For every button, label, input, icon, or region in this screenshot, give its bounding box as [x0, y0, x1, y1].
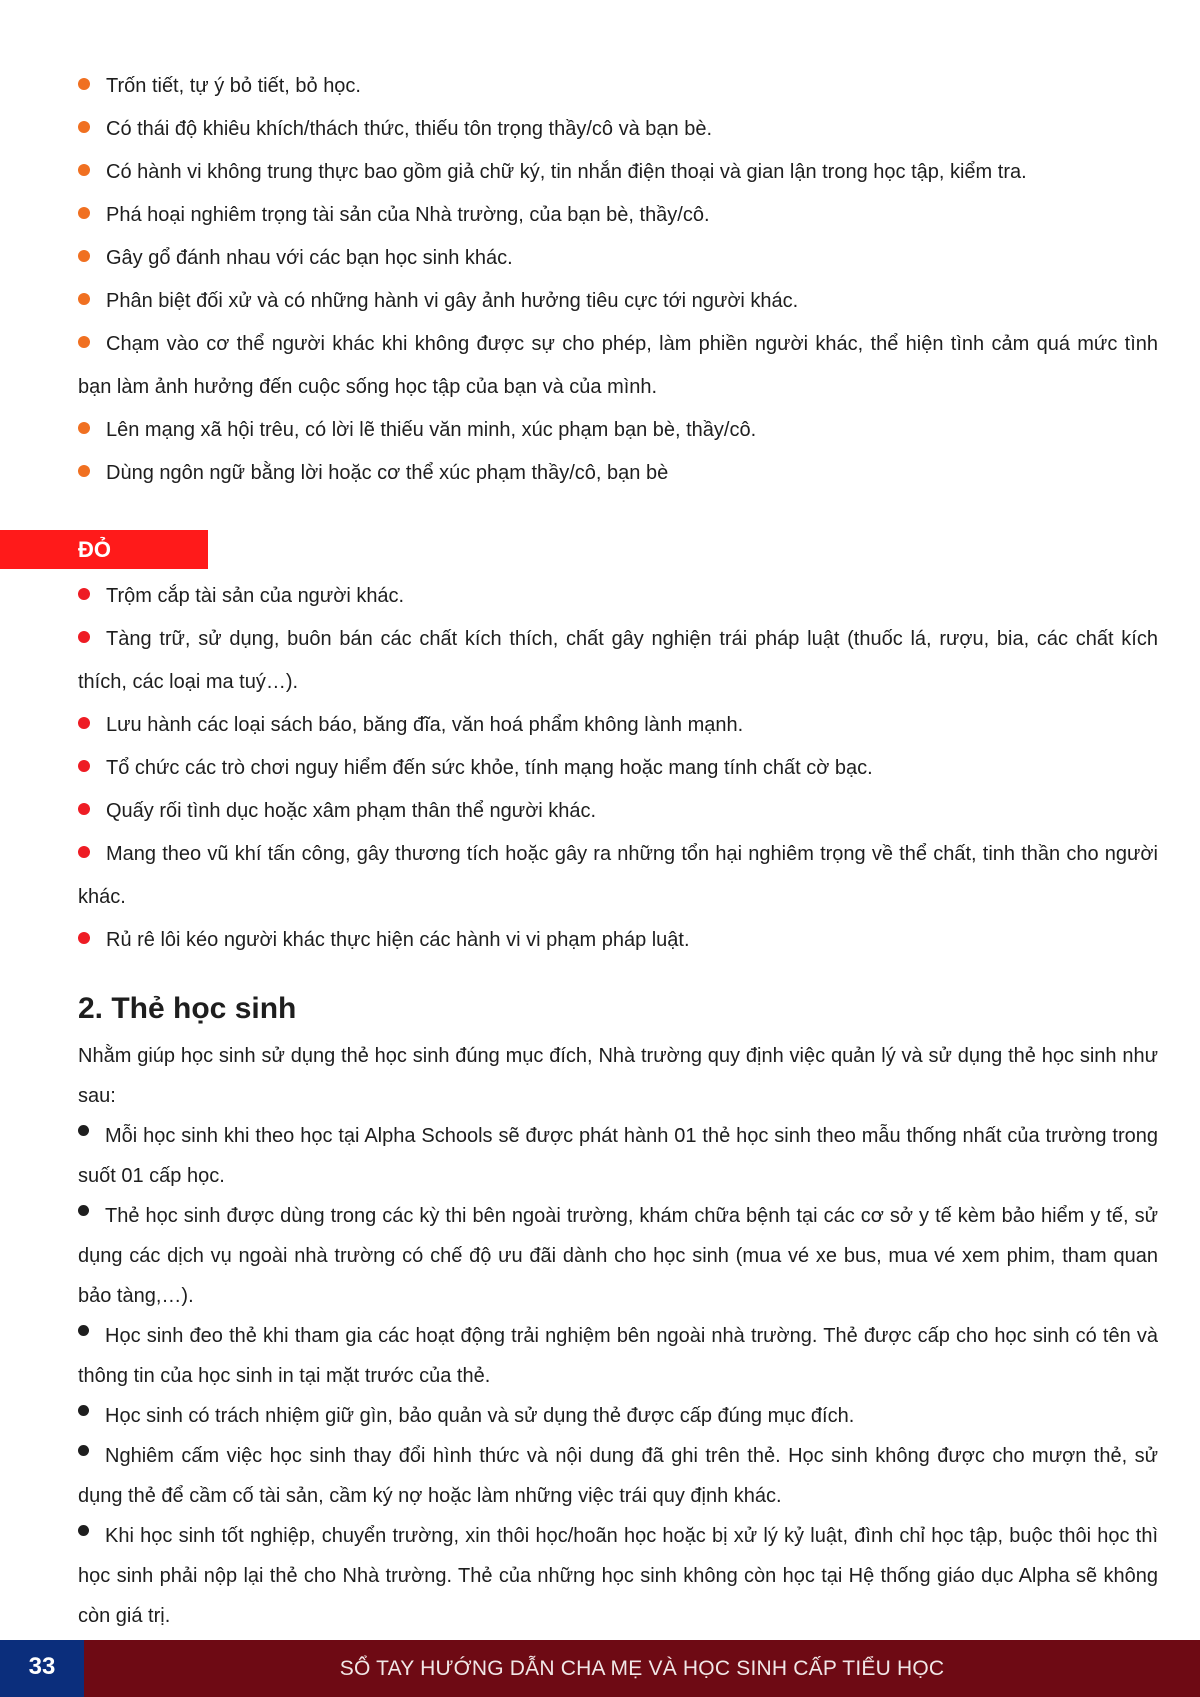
red-level-label: ĐỎ	[78, 537, 111, 562]
orange-bullet-icon	[78, 121, 90, 133]
red-bullet-icon	[78, 588, 90, 600]
section-intro: Nhằm giúp học sinh sử dụng thẻ học sinh đúng mục đích, Nhà trường quy định việc quản lý và sử dụng thẻ học sinh như sau:	[78, 1045, 1158, 1107]
red-bullet-icon	[78, 803, 90, 815]
list-item: Phá hoại nghiêm trọng tài sản của Nhà trường, của bạn bè, thầy/cô.	[78, 194, 1158, 237]
list-item: Khi học sinh tốt nghiệp, chuyển trường, xin thôi học/hoãn học hoặc bị xử lý kỷ luật, đình chỉ học tập, buộc thôi học thì học sinh phải nộp lại thẻ cho Nhà trường. Thẻ của những học sinh không còn học tại Hệ thống giáo dục Alpha sẽ không còn giá trị.	[78, 1525, 1158, 1627]
list-item: Quấy rối tình dục hoặc xâm phạm thân thể người khác.	[78, 790, 1158, 833]
red-level-banner	[0, 530, 208, 569]
orange-bullet-icon	[78, 78, 90, 90]
list-item: Có hành vi không trung thực bao gồm giả chữ ký, tin nhắn điện thoại và gian lận trong học tập, kiểm tra.	[78, 151, 1158, 194]
orange-bullet-icon	[78, 164, 90, 176]
orange-bullet-icon	[78, 465, 90, 477]
red-bullet-icon	[78, 846, 90, 858]
list-item: Phân biệt đối xử và có những hành vi gây ảnh hưởng tiêu cực tới người khác.	[78, 280, 1158, 323]
orange-bullet-icon	[78, 293, 90, 305]
list-item: Trốn tiết, tự ý bỏ tiết, bỏ học.	[78, 65, 1158, 108]
black-bullet-icon	[78, 1325, 89, 1336]
list-item: Rủ rê lôi kéo người khác thực hiện các hành vi vi phạm pháp luật.	[78, 919, 1158, 962]
list-item: Học sinh đeo thẻ khi tham gia các hoạt động trải nghiệm bên ngoài nhà trường. Thẻ được cấp cho học sinh có tên và thông tin của học sinh in tại mặt trước của thẻ.	[78, 1325, 1158, 1387]
list-item: Mang theo vũ khí tấn công, gây thương tích hoặc gây ra những tổn hại nghiêm trọng về thể chất, tinh thần cho người khác.	[78, 843, 1158, 908]
red-bullet-icon	[78, 717, 90, 729]
black-bullet-icon	[78, 1445, 89, 1456]
list-item: Học sinh có trách nhiệm giữ gìn, bảo quản và sử dụng thẻ được cấp đúng mục đích.	[78, 1396, 1158, 1436]
footer-title: SỔ TAY HƯỚNG DẪN CHA MẸ VÀ HỌC SINH CẤP TIỂU HỌC	[339, 1657, 945, 1680]
list-item: Gây gổ đánh nhau với các bạn học sinh khác.	[78, 237, 1158, 280]
orange-violation-list	[78, 65, 1158, 495]
red-violation-list	[78, 575, 1158, 962]
black-bullet-icon	[78, 1405, 89, 1416]
list-item: Thẻ học sinh được dùng trong các kỳ thi bên ngoài trường, khám chữa bệnh tại các cơ sở y tế kèm bảo hiểm y tế, sử dụng các dịch vụ ngoài nhà trường có chế độ ưu đãi dành cho học sinh (mua vé xe bus, mua vé xem phim, tham quan bảo tàng,…).	[78, 1205, 1158, 1307]
list-item: Có thái độ khiêu khích/thách thức, thiếu tôn trọng thầy/cô và bạn bè.	[78, 108, 1158, 151]
list-item: Trộm cắp tài sản của người khác.	[78, 575, 1158, 618]
list-item: Nghiêm cấm việc học sinh thay đổi hình thức và nội dung đã ghi trên thẻ. Học sinh không được cho mượn thẻ, sử dụng thẻ để cầm cố tài sản, cầm ký nợ hoặc làm những việc trái quy định khác.	[78, 1445, 1158, 1507]
page-number: 33	[28, 1653, 56, 1680]
red-bullet-icon	[78, 932, 90, 944]
list-item: Tổ chức các trò chơi nguy hiểm đến sức khỏe, tính mạng hoặc mang tính chất cờ bạc.	[78, 747, 1158, 790]
student-card-section	[78, 1036, 1158, 1636]
list-item: Dùng ngôn ngữ bằng lời hoặc cơ thể xúc phạm thầy/cô, bạn bè	[78, 452, 1158, 495]
page-number-box	[0, 1640, 84, 1697]
list-item: Lên mạng xã hội trêu, có lời lẽ thiếu văn minh, xúc phạm bạn bè, thầy/cô.	[78, 409, 1158, 452]
section-heading: 2. Thẻ học sinh	[78, 992, 297, 1025]
list-item: Lưu hành các loại sách báo, băng đĩa, văn hoá phẩm không lành mạnh.	[78, 704, 1158, 747]
orange-bullet-icon	[78, 422, 90, 434]
list-item: Chạm vào cơ thể người khác khi không được sự cho phép, làm phiền người khác, thể hiện tình cảm quá mức tình bạn làm ảnh hưởng đến cuộc sống học tập của bạn và của mình.	[78, 333, 1158, 398]
list-item: Tàng trữ, sử dụng, buôn bán các chất kích thích, chất gây nghiện trái pháp luật (thuốc lá, rượu, bia, các chất kích thích, các loại ma tuý…).	[78, 628, 1158, 693]
list-item: Mỗi học sinh khi theo học tại Alpha Schools sẽ được phát hành 01 thẻ học sinh theo mẫu thống nhất của trường trong suốt 01 cấp học.	[78, 1125, 1158, 1187]
black-bullet-icon	[78, 1125, 89, 1136]
red-bullet-icon	[78, 760, 90, 772]
black-bullet-icon	[78, 1525, 89, 1536]
page-footer	[0, 1640, 1200, 1697]
orange-bullet-icon	[78, 207, 90, 219]
orange-bullet-icon	[78, 250, 90, 262]
red-bullet-icon	[78, 631, 90, 643]
orange-bullet-icon	[78, 336, 90, 348]
black-bullet-icon	[78, 1205, 89, 1216]
